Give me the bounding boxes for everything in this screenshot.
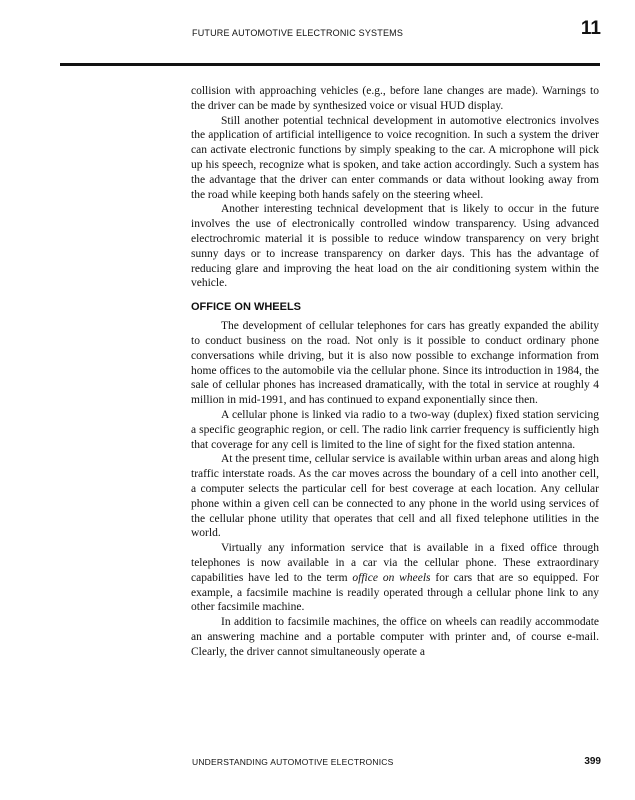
running-footer-title: UNDERSTANDING AUTOMOTIVE ELECTRONICS (192, 757, 394, 767)
paragraph-facsimile: In addition to facsimile machines, the office on wheels can readily accommodate an answering machine and a portable computer with printer and, of course e-mail. Clearly, the driver cannot simultaneously operate a (191, 616, 599, 658)
paragraph-window-transparency: Another interesting technical development that is likely to occur in the future involves the use of electronically controlled window transparency. Using advanced electrochromic material it is possible to reduce window transparency on very bright sunny days or to increase transparency on darker days. This has the advantage of reducing glare and improving the heat load on the air conditioning system within the vehicle. (191, 203, 599, 290)
section-heading: OFFICE ON WHEELS (191, 301, 301, 314)
page-number: 399 (584, 756, 601, 767)
paragraph-cellular-intro: The development of cellular telephones for cars has greatly expanded the ability to conduct business on the road. Not only is it possible to conduct ordinary phone conversations while driving, but it is also now possible to exchange information from home offices to the automobile via the cellular phone. Since its introduction in 1984, the sale of cellular phones has increased dramatically, with the total in service at roughly 4 million in mid-1991, and has continued to expand exponentially since then. (191, 320, 599, 407)
header-divider (60, 63, 600, 66)
italic-term: office on wheels (352, 571, 431, 584)
text-run: for cars that are so equipped. For example, a facsimile machine is readily operated through a cellular phone link to any other facsimile machine. (191, 571, 600, 614)
paragraph-continued: collision with approaching vehicles (e.g., before lane changes are made). Warnings to the driver can be made by synthesized voice or visual HUD display. (191, 85, 599, 112)
paragraph-cellular-service: At the present time, cellular service is available within urban areas and along high traffic interstate roads. As the car moves across the boundary of a cell into another cell, a computer selects the particular cell for best coverage at each location. Any cellular phone within a given cell can be connected to any phone in the world using services of the cellular phone utility that operates that cell and all fixed telephone utilities in the world. (191, 453, 599, 540)
text-run: Virtually any information service that is available in a fixed office through telephones is now available in a car via the cellular phone. These extraordinary capabilities have led to the term (191, 542, 599, 584)
paragraph-cellular-link: A cellular phone is linked via radio to a two-way (duplex) fixed station servicing a specific geographic region, or cell. The radio link carrier frequency is sufficiently high that coverage for any cell is limited to the line of sight for the fixed station antenna. (191, 408, 599, 451)
paragraph-voice-recognition: Still another potential technical development in automotive electronics involves the application of artificial intelligence to voice recognition. In such a system the driver can activate electronic functions by simply speaking to the car. A microphone will pick up his speech, recognize what is spoken, and take action accordingly. Such a system has the advantage that the driver can enter commands or data without looking away from the road while keeping both hands safely on the steering wheel. (191, 114, 599, 201)
paragraph-office-on-wheels (191, 541, 599, 615)
running-header-title: FUTURE AUTOMOTIVE ELECTRONIC SYSTEMS (192, 28, 404, 38)
body-text (191, 84, 599, 659)
chapter-number: 11 (580, 18, 601, 39)
